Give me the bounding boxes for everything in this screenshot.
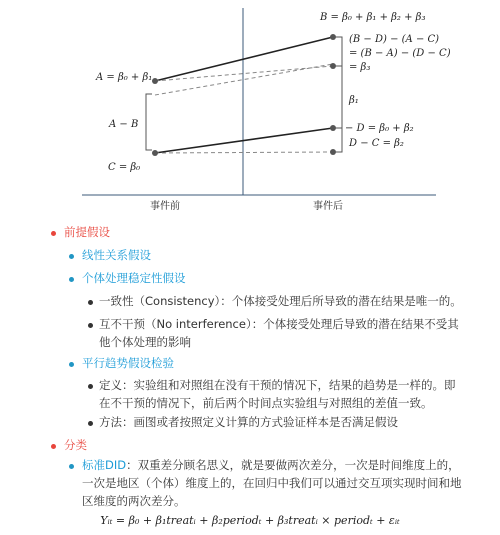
- bullet: [88, 300, 93, 305]
- bullet: [88, 421, 93, 426]
- bullet: [69, 277, 74, 282]
- counterfactual-line-2: [155, 66, 333, 81]
- item-standard-did-1: [82, 456, 460, 474]
- bullet: [88, 384, 93, 389]
- label-a-b: A − B: [109, 119, 139, 130]
- did-diagram: [0, 0, 500, 220]
- item-definition-1: 定义：实验组和对照组在没有干预的情况下，结果的趋势是一样的。即: [99, 378, 456, 392]
- heading-premise: 前提假设: [64, 225, 110, 239]
- bullet: [69, 464, 74, 469]
- item-no-interference-2: 他个体处理的影响: [99, 335, 191, 349]
- standard-did-label: 标准DID: [82, 458, 127, 472]
- label-bd-2: = (B − A) − (D − C): [349, 48, 451, 59]
- x-label-after: 事件后: [313, 201, 343, 212]
- item-standard-did-3: 区维度的两次差分。: [82, 494, 186, 508]
- bullet: [69, 362, 74, 367]
- bracket-bd: [336, 37, 342, 66]
- treatment-line: [155, 37, 333, 81]
- point-c: [152, 150, 158, 156]
- point-d-cf: [330, 149, 336, 155]
- label-d: − D = β₀ + β₂: [345, 123, 414, 134]
- item-linear: 线性关系假设: [82, 248, 151, 262]
- control-line: [155, 128, 333, 153]
- label-b: B = β₀ + β₁ + β₂ + β₃: [320, 12, 426, 23]
- label-c: C = β₀: [108, 162, 141, 173]
- standard-did-text-1: ：双重差分顾名思义，就是要做两次差分，一次是时间维度上的，: [126, 458, 460, 472]
- bullet: [51, 444, 56, 449]
- bullet: [88, 323, 93, 328]
- item-definition-2: 在不干预的情况下，前后两个时间点实验组与对照组的差值一致。: [99, 396, 433, 410]
- heading-classification: 分类: [64, 438, 87, 452]
- label-d-c: D − C = β₂: [349, 138, 404, 149]
- x-label-before: 事件前: [150, 201, 180, 212]
- counterfactual-line: [155, 64, 333, 95]
- item-standard-did-2: 一次是地区（个体）维度上的，在回归中我们可以通过交互项实现时间和地: [82, 476, 462, 490]
- bullet: [69, 254, 74, 259]
- label-bd-3: = β₃: [349, 62, 371, 73]
- item-no-interference-1: 互不干预（No interference）：个体接受处理后导致的潜在结果不受其: [99, 317, 459, 331]
- bullet: [51, 231, 56, 236]
- control-dashed-line: [155, 152, 333, 153]
- bracket-beta1: [336, 66, 342, 128]
- item-method: 方法：画图或者按照定义计算的方式验证样本是否满足假设: [99, 415, 398, 429]
- item-consistency: 一致性（Consistency）：个体接受处理后所导致的潜在结果是唯一的。: [99, 294, 462, 308]
- point-d: [330, 125, 336, 131]
- point-a: [152, 78, 158, 84]
- regression-formula: Yᵢₜ = β₀ + β₁treatᵢ + β₂periodₜ + β₃treatᵢ × periodₜ + εᵢₜ: [100, 514, 400, 527]
- point-b-cf: [330, 63, 336, 69]
- item-parallel: 平行趋势假设检验: [82, 356, 174, 370]
- label-beta1: β₁: [349, 95, 359, 106]
- item-sutva: 个体处理稳定性假设: [82, 271, 186, 285]
- label-bd-1: (B − D) − (A − C): [349, 34, 440, 45]
- point-b: [330, 34, 336, 40]
- bracket-a-b: [146, 94, 152, 150]
- bracket-dc: [336, 128, 342, 152]
- label-a: A = β₀ + β₁: [96, 72, 153, 83]
